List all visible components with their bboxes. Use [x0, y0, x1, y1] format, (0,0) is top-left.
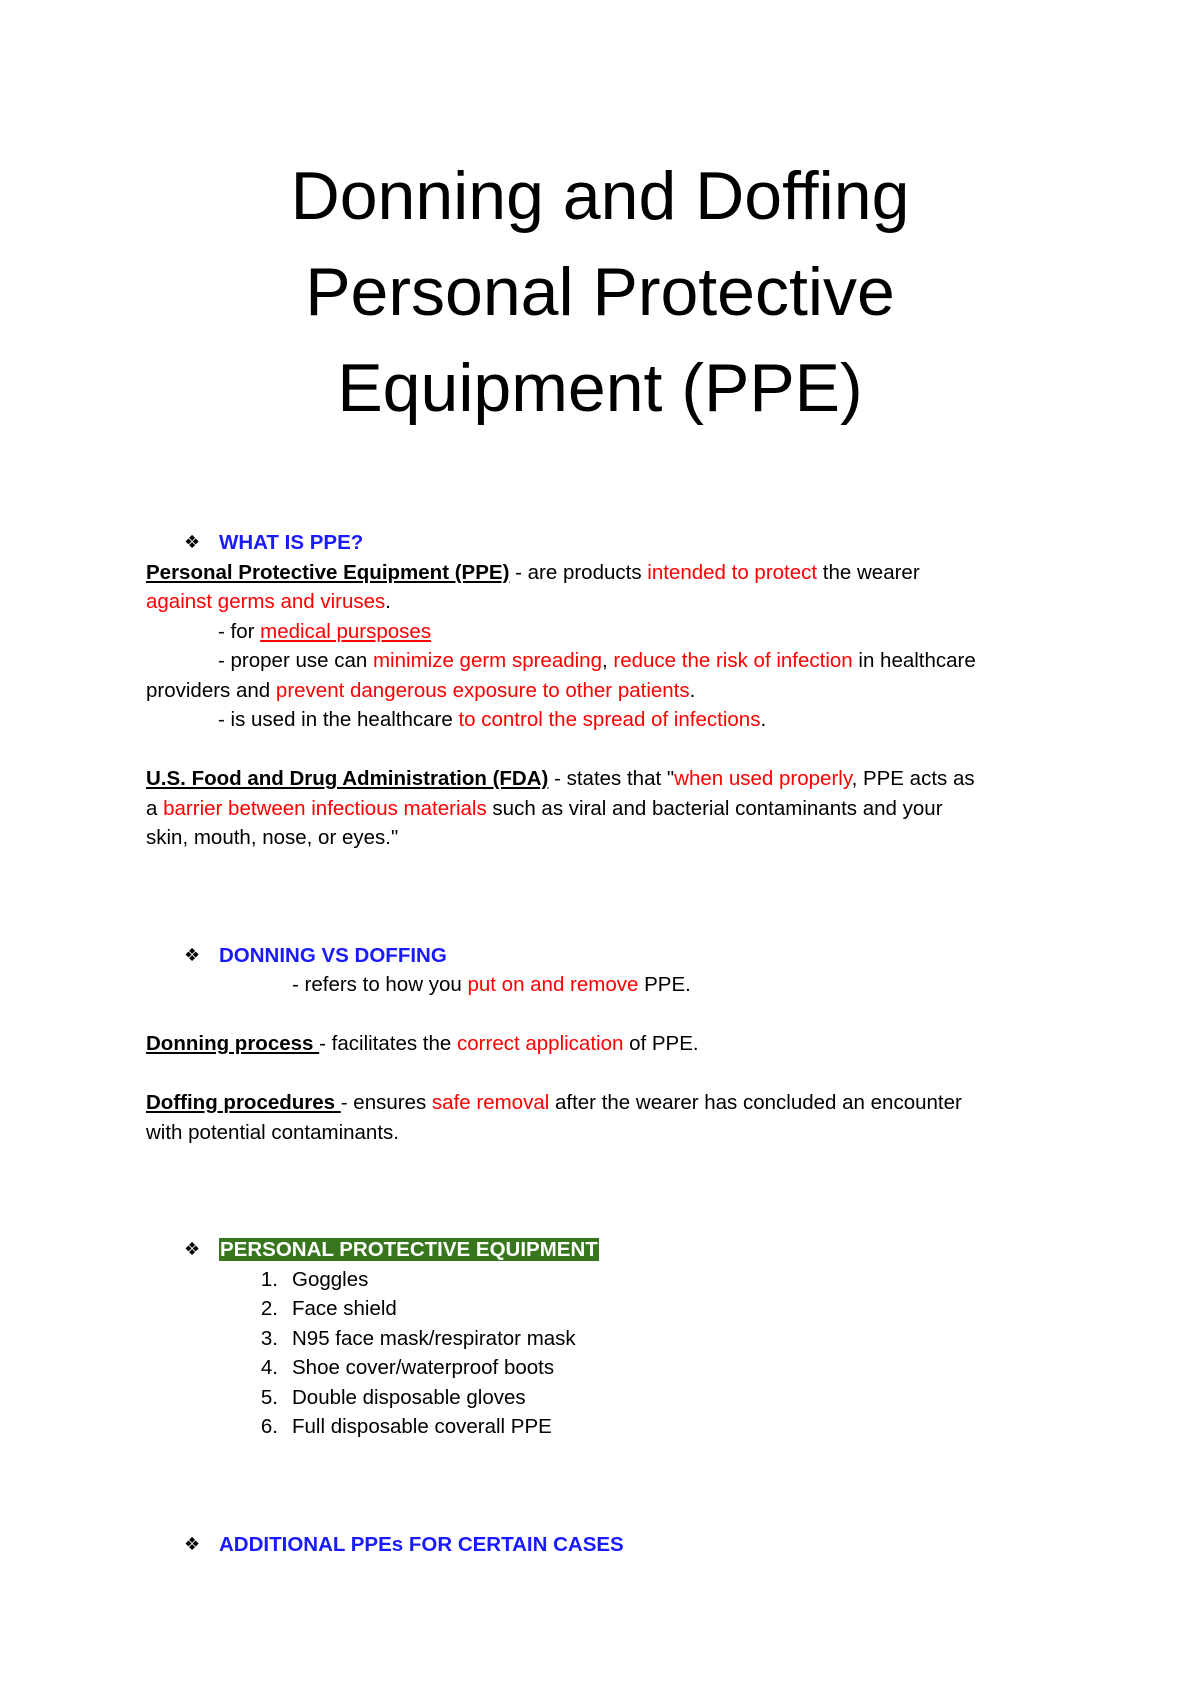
title-line-2: Personal Protective [305, 254, 895, 330]
document-body [146, 528, 1066, 1559]
doffing-procedures: Doffing procedures - ensures safe removal after the wearer has concluded an encounter with potential contaminants. [146, 1091, 962, 1144]
ppe-term: Personal Protective Equipment (PPE) [146, 560, 510, 584]
ppe-point-2: - proper use can minimize germ spreading, reduce the risk of infection in healthcare providers and prevent dangerous exposure to other patients. [146, 649, 976, 702]
section-heading-additional-ppes: ❖ ADDITIONAL PPEs FOR CERTAIN CASES [146, 1530, 1066, 1560]
title-line-3: Equipment (PPE) [337, 350, 863, 426]
diamond-bullet-icon: ❖ [184, 532, 201, 553]
donning-term: Donning process [146, 1032, 320, 1055]
diamond-bullet-icon: ❖ [184, 1533, 201, 1555]
list-item: 5. Double disposable gloves [260, 1385, 526, 1409]
list-item: 1. Goggles [260, 1267, 369, 1291]
doffing-term: Doffing procedures [146, 1091, 341, 1114]
fda-statement: U.S. Food and Drug Administration (FDA) - states that "when used properly, PPE acts as a barrier between infectious materials such as viral and bacterial contaminants and your skin, mouth, nose, or eyes." [146, 767, 975, 849]
document-title [0, 148, 1200, 436]
diamond-bullet-icon: ❖ [184, 944, 201, 966]
ppe-point-1: - for medical pursposes [218, 619, 432, 643]
section-heading-personal-protective-equipment: ❖ PERSONAL PROTECTIVE EQUIPMENT [146, 1235, 1066, 1265]
donning-doffing-definition: - refers to how you put on and remove PPE. [292, 973, 691, 996]
ppe-point-3: - is used in the healthcare to control the spread of infections. [218, 708, 767, 731]
diamond-bullet-icon: ❖ [184, 1239, 201, 1260]
list-item: 3. N95 face mask/respirator mask [260, 1326, 576, 1350]
donning-process: Donning process - facilitates the correct application of PPE. [146, 1032, 699, 1055]
title-line-1: Donning and Doffing [290, 158, 910, 234]
fda-term: U.S. Food and Drug Administration (FDA) [146, 767, 549, 790]
list-item: 6. Full disposable coverall PPE [260, 1415, 552, 1438]
section-heading-donning-vs-doffing: ❖ DONNING VS DOFFING [146, 941, 1066, 971]
list-item: 2. Face shield [260, 1297, 397, 1320]
ppe-definition: Personal Protective Equipment (PPE) - are products intended to protect the wearer against germs and viruses. [146, 560, 920, 613]
section-heading-what-is-ppe: ❖ WHAT IS PPE? [146, 528, 1066, 558]
list-item: 4. Shoe cover/waterproof boots [260, 1356, 555, 1379]
ppe-list [146, 1265, 1066, 1442]
